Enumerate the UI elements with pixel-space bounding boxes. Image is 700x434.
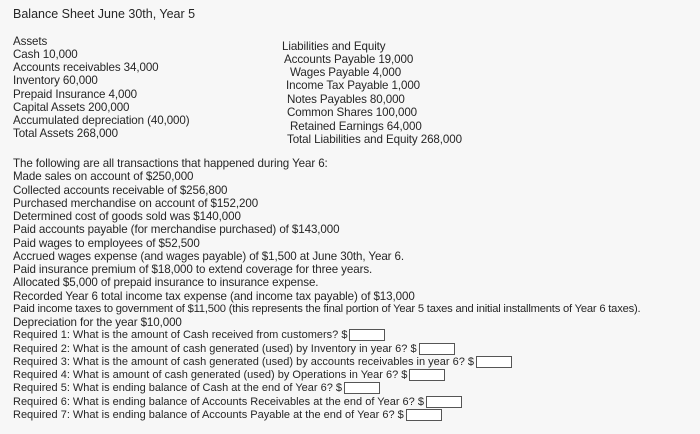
transaction-item: Paid accounts payable (for merchandise purchased) of $143,000 — [13, 223, 340, 236]
asset-line: Prepaid Insurance 4,000 — [13, 88, 138, 101]
asset-line: Cash 10,000 — [13, 48, 78, 61]
transaction-item: Paid insurance premium of $18,000 to extend coverage for three years. — [13, 263, 373, 276]
transaction-item: Made sales on account of $250,000 — [13, 170, 194, 183]
required-question-label: Required 3: What is the amount of cash generated (used) by accounts receivables in year 6? $ — [13, 356, 475, 368]
answer-input-4[interactable] — [409, 369, 445, 381]
liability-line: Total Liabilities and Equity 268,000 — [287, 133, 462, 146]
liability-line: Income Tax Payable 1,000 — [286, 79, 421, 92]
liabilities-heading: Liabilities and Equity — [282, 40, 386, 53]
required-question-label: Required 5: What is ending balance of Cash at the end of Year 6? $ — [13, 382, 343, 394]
transaction-item: Determined cost of goods sold was $140,000 — [13, 210, 241, 223]
liability-line: Common Shares 100,000 — [287, 106, 418, 119]
answer-input-7[interactable] — [406, 409, 442, 421]
asset-line: Accumulated depreciation (40,000) — [13, 114, 190, 127]
transactions-intro: The following are all transactions that happened during Year 6: — [13, 157, 328, 170]
transaction-item: Purchased merchandise on account of $152,200 — [13, 197, 259, 210]
transaction-item: Recorded Year 6 total income tax expense (and income tax payable) of $13,000 — [13, 290, 415, 303]
required-question-3 — [13, 356, 512, 369]
transaction-item: Paid income taxes to government of $11,500 (this represents the final portion of Year 5 taxes and initial installments of Year 6 taxes). — [13, 303, 641, 315]
answer-input-2[interactable] — [419, 343, 455, 355]
required-question-4 — [13, 369, 445, 382]
required-question-label: Required 2: What is the amount of cash generated (used) by Inventory in year 6? $ — [13, 343, 417, 355]
answer-input-6[interactable] — [426, 396, 462, 408]
required-question-label: Required 6: What is ending balance of Accounts Receivables at the end of Year 6? $ — [13, 396, 424, 408]
asset-line: Total Assets 268,000 — [13, 127, 118, 140]
required-question-6 — [13, 396, 462, 409]
transaction-item: Paid wages to employees of $52,500 — [13, 237, 200, 250]
answer-input-1[interactable] — [349, 329, 385, 341]
required-question-5 — [13, 382, 380, 395]
asset-line: Capital Assets 200,000 — [13, 101, 130, 114]
page-title: Balance Sheet June 30th, Year 5 — [13, 7, 196, 21]
required-question-label: Required 4: What is amount of cash generated (used) by Operations in Year 6? $ — [13, 369, 408, 381]
required-question-7 — [13, 409, 442, 422]
asset-line: Inventory 60,000 — [13, 74, 98, 87]
required-question-1 — [13, 329, 385, 342]
liability-line: Retained Earnings 64,000 — [290, 120, 422, 133]
required-question-label: Required 1: What is the amount of Cash received from customers? $ — [13, 329, 348, 341]
liability-line: Notes Payables 80,000 — [287, 93, 405, 106]
required-question-2 — [13, 343, 455, 356]
answer-input-5[interactable] — [344, 382, 380, 394]
transaction-item: Collected accounts receivable of $256,800 — [13, 184, 228, 197]
answer-input-3[interactable] — [476, 356, 512, 368]
required-question-label: Required 7: What is ending balance of Accounts Payable at the end of Year 6? $ — [13, 409, 404, 421]
liability-line: Wages Payable 4,000 — [290, 66, 402, 79]
liability-line: Accounts Payable 19,000 — [284, 53, 414, 66]
asset-line: Accounts receivables 34,000 — [13, 61, 159, 74]
assets-heading: Assets — [13, 35, 48, 48]
transaction-item: Depreciation for the year $10,000 — [13, 316, 182, 329]
transaction-item: Allocated $5,000 of prepaid insurance to insurance expense. — [13, 276, 319, 289]
transaction-item: Accrued wages expense (and wages payable) of $1,500 at June 30th, Year 6. — [13, 250, 405, 263]
